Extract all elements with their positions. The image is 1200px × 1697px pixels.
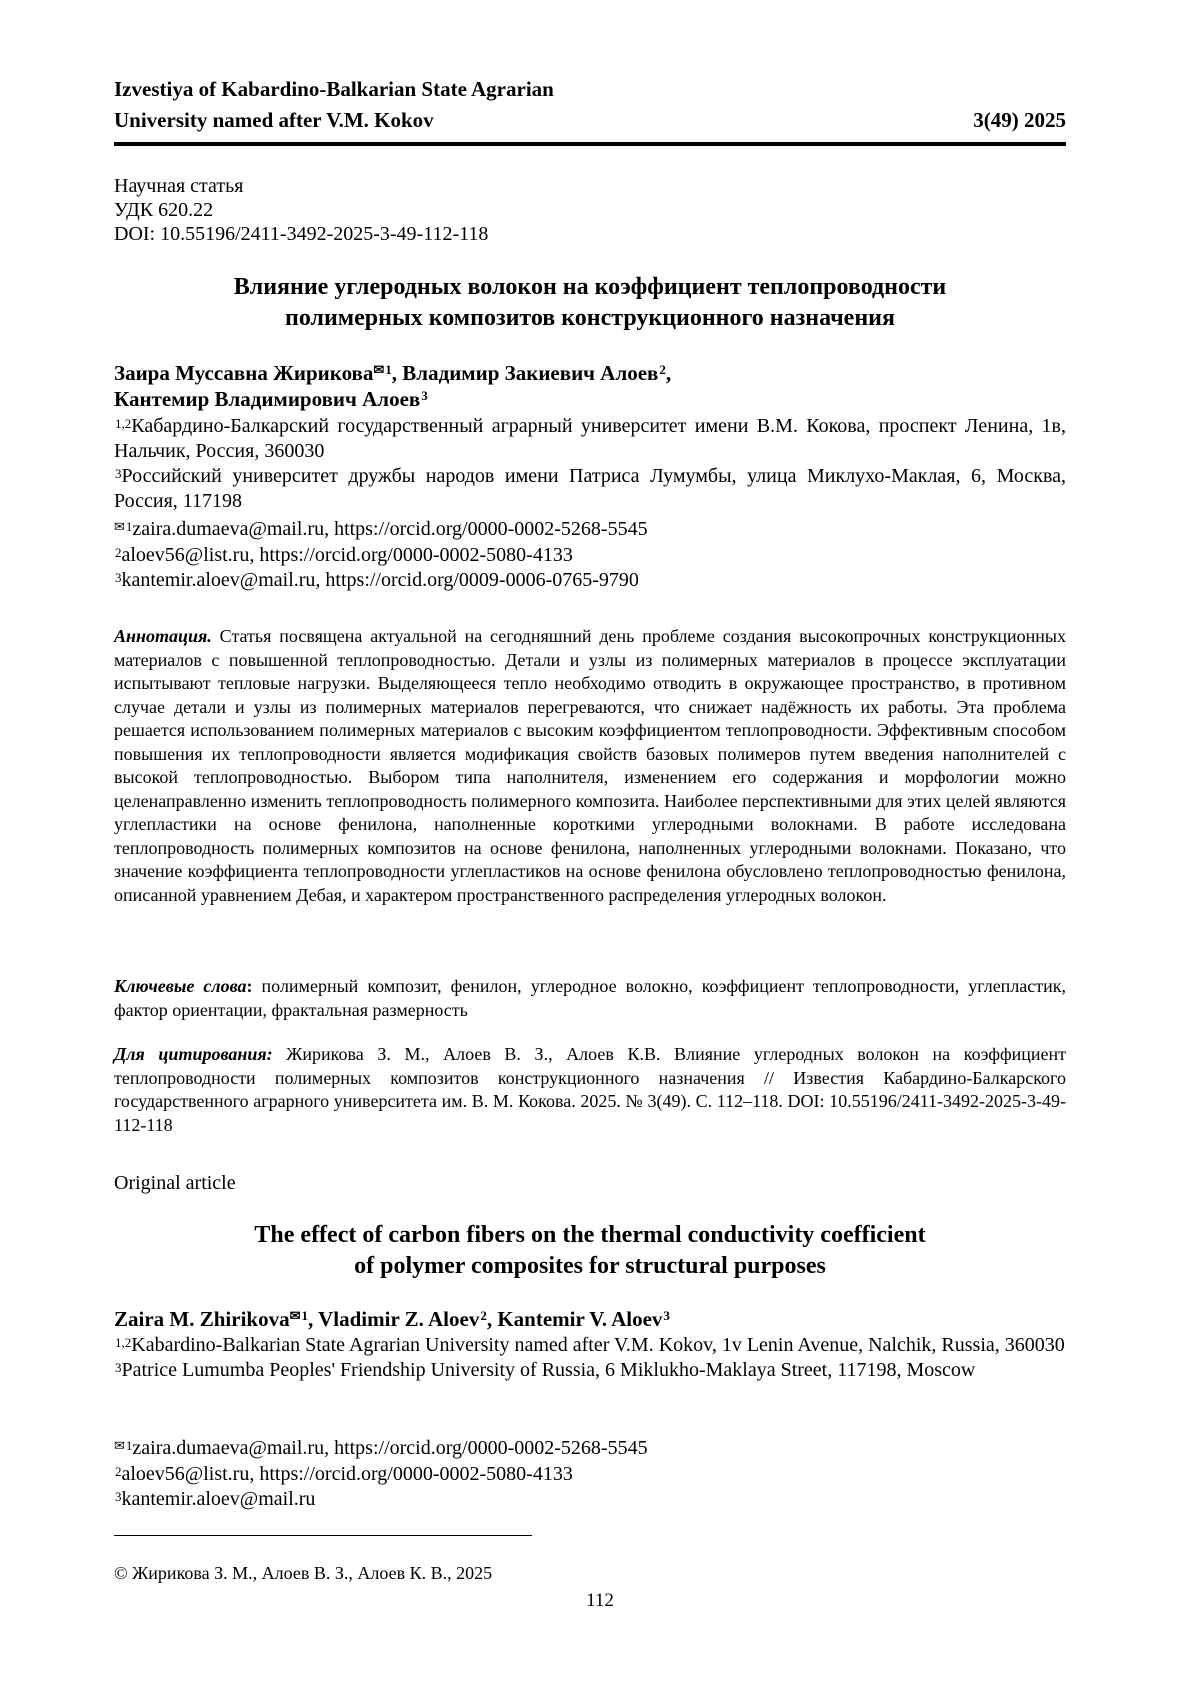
keywords-label: Ключевые слова — [114, 976, 247, 996]
abstract-label: Аннотация. — [114, 626, 212, 646]
ru-title-line1: Влияние углеродных волокон на коэффициент теплопроводности — [114, 272, 1066, 303]
ru-contact-2: 2aloev56@list.ru, https://orcid.org/0000-0002-5080-4133 — [114, 543, 1066, 569]
envelope-icon: ✉ — [114, 1438, 125, 1453]
ru-affiliation-2: 3Российский университет дружбы народов имени Патриса Лумумбы, улица Миклухо-Маклая, 6, Москва, Россия, 117198 — [114, 464, 1066, 514]
en-contact-3: 3kantemir.aloev@mail.ru — [114, 1487, 1066, 1513]
running-head — [114, 74, 1066, 136]
ru-citation — [114, 1043, 1066, 1137]
journal-page — [0, 0, 1200, 1697]
abstract-text: Статья посвящена актуальной на сегодняшний день проблеме создания высокопрочных конструкционных материалов с повышенной теплопроводностью. Детали и узлы из полимерных материалов в процессе эксплуатации испытывают тепловые нагрузки. Выделяющееся тепло необходимо отводить в окружающее пространство, в противном случае детали и узлы из полимерных материалов перегреваются, что снижает надёжность их работы. Эта проблема решается использованием полимерных материалов с высоким коэффициентом теплопроводности. Эффективным способом повышения их теплопроводности является модификация свойств базовых полимеров путем введения наполнителей с высокой теплопроводностью. Выбором типа наполнителя, изменением его содержания и морфологии можно целенаправленно изменить теплопроводность полимерного композита. Наиболее перспективными для этих целей являются углепластики на основе фенилона, наполненные короткими углеродными волокнами. В работе исследована теплопроводность полимерных композитов на основе фенилона, наполненных углеродными волокнами. Показано, что значение коэффициента теплопроводности углепластиков на основе фенилона обусловлено теплопроводностью фенилона, описанной уравнением Дебая, и характером пространственного распределения углеродных волокон. — [114, 626, 1066, 905]
keywords-text: полимерный композит, фенилон, углеродное волокно, коэффициент теплопроводности, углепластик, фактор ориентации, фрактальная размерность — [114, 976, 1066, 1020]
ru-title-line2: полимерных композитов конструкционного назначения — [114, 303, 1066, 334]
ru-affiliations — [114, 414, 1066, 514]
en-author-3: , Kantemir V. Aloev — [487, 1307, 663, 1331]
en-article-type: Original article — [114, 1171, 236, 1195]
header-rule — [114, 142, 1066, 146]
citation-label: Для цитирования: — [114, 1044, 273, 1064]
journal-name-line1: Izvestiya of Kabardino-Balkarian State Agrarian — [114, 74, 1066, 105]
envelope-icon: ✉ — [373, 362, 384, 377]
envelope-icon: ✉ — [114, 519, 125, 534]
doi: DOI: 10.55196/2411-3492-2025-3-49-112-118 — [114, 222, 488, 246]
udc-code: УДК 620.22 — [114, 198, 488, 222]
ru-contact-1: ✉1zaira.dumaeva@mail.ru, https://orcid.org/0000-0002-5268-5545 — [114, 517, 1066, 543]
ru-article-type: Научная статья — [114, 174, 488, 198]
en-author-2: , Vladimir Z. Aloev — [308, 1307, 479, 1331]
en-affiliations — [114, 1333, 1066, 1383]
en-contact-2: 2aloev56@list.ru, https://orcid.org/0000-0002-5080-4133 — [114, 1462, 1066, 1488]
ru-abstract — [114, 625, 1066, 907]
ru-contacts — [114, 517, 1066, 594]
ru-authors: Заира Муссавна Жирикова✉1, Владимир Закиевич Алоев2, Кантемир Владимирович Алоев3 — [114, 360, 1066, 412]
en-authors: Zaira M. Zhirikova✉1, Vladimir Z. Aloev2, Kantemir V. Aloev3 — [114, 1306, 1066, 1332]
ru-keywords: Ключевые слова: полимерный композит, фенилон, углеродное волокно, коэффициент теплопроводности, углепластик, фактор ориентации, фрактальная размерность — [114, 975, 1066, 1022]
journal-name-line2: University named after V.M. Kokov — [114, 105, 1066, 136]
ru-author-2: , Владимир Закиевич Алоев — [392, 361, 659, 385]
copyright-notice: © Жирикова З. М., Алоев В. З., Алоев К. В., 2025 — [114, 1562, 492, 1584]
en-contacts — [114, 1436, 1066, 1513]
ru-article-meta — [114, 174, 488, 246]
citation-text: Жирикова З. М., Алоев В. З., Алоев К.В. Влияние углеродных волокон на коэффициент теплопроводности полимерных композитов конструкционного назначения // Известия Кабардино-Балкарского государственного аграрного университета им. В. М. Кокова. 2025. № 3(49). С. 112–118. DOI: 10.55196/2411-3492-2025-3-49-112-118 — [114, 1044, 1066, 1135]
footnote-rule — [114, 1535, 532, 1536]
issue-number: 3(49) 2025 — [973, 105, 1066, 136]
page-number: 112 — [0, 1590, 1200, 1612]
ru-contact-3: 3kantemir.aloev@mail.ru, https://orcid.org/0009-0006-0765-9790 — [114, 568, 1066, 594]
en-title-line1: The effect of carbon fibers on the thermal conductivity coefficient — [114, 1220, 1066, 1251]
ru-affiliation-1: 1,2Кабардино-Балкарский государственный аграрный университет имени В.М. Кокова, проспект Ленина, 1в, Нальчик, Россия, 360030 — [114, 414, 1066, 464]
en-article-title — [114, 1220, 1066, 1282]
ru-article-title — [114, 272, 1066, 334]
en-author-1: Zaira M. Zhirikova — [114, 1307, 290, 1331]
ru-author-1: Заира Муссавна Жирикова — [114, 361, 373, 385]
envelope-icon: ✉ — [290, 1308, 301, 1323]
en-affiliation-2: 3Patrice Lumumba Peoples' Friendship University of Russia, 6 Miklukho-Maklaya Street, 117198, Moscow — [114, 1358, 1066, 1383]
ru-author-3: Кантемир Владимирович Алоев — [114, 387, 420, 411]
en-affiliation-1: 1,2Kabardino-Balkarian State Agrarian University named after V.M. Kokov, 1v Lenin Avenue, Nalchik, Russia, 360030 — [114, 1333, 1066, 1358]
en-contact-1: ✉1zaira.dumaeva@mail.ru, https://orcid.org/0000-0002-5268-5545 — [114, 1436, 1066, 1462]
en-title-line2: of polymer composites for structural purposes — [114, 1251, 1066, 1282]
